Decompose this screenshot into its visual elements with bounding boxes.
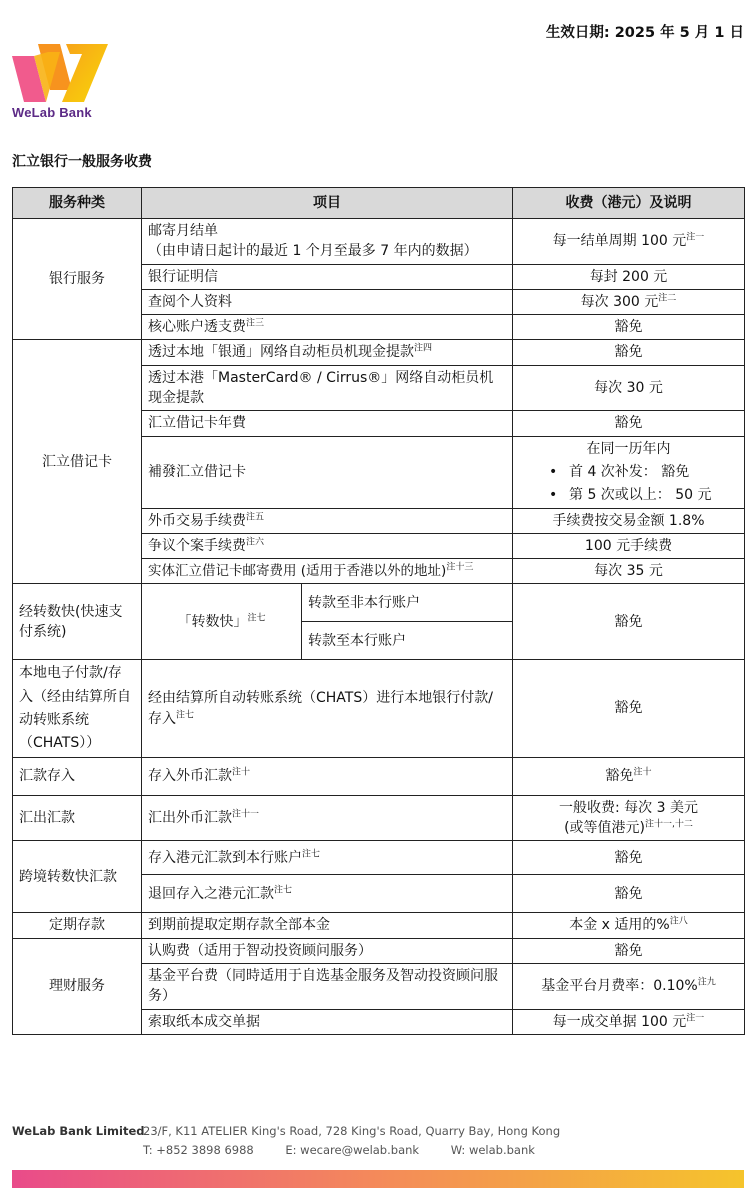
fee-cell: 豁免 (513, 660, 745, 757)
table-row (13, 795, 745, 841)
fee-cell: 本金 x 适用的%$^{注八}$ (513, 913, 745, 938)
subitem-cell: 转款至本行账户 (302, 622, 513, 660)
fee-cell: 手续费按交易金额 1.8% (513, 508, 745, 533)
table-row (13, 584, 745, 622)
fee-cell: 豁免 (513, 841, 745, 875)
item-cell: 认购费（适用于智动投资顾问服务） (142, 938, 513, 963)
item-subtext: （由申请日起计的最近 1 个月至最多 7 年内的数据） (148, 243, 478, 260)
fee-cell: 基金平台月费率：0.10%$^{注九}$ (513, 964, 745, 1010)
fee-cell: 每次 30 元 (513, 365, 745, 411)
footer-contact (143, 1143, 563, 1157)
item-text: 邮寄月结单 (148, 223, 218, 239)
item-cell: 透过本港「MasterCard® / Cirrus®」网络自动柜员机现金提款 (142, 365, 513, 411)
fee-cell (513, 795, 745, 841)
header-fee: 收费（港元）及说明 (513, 188, 745, 219)
category-cell: 理财服务 (13, 938, 142, 1034)
table-row (13, 757, 745, 795)
category-cell: 汇出汇款 (13, 795, 142, 841)
header-item: 项目 (142, 188, 513, 219)
fee-text: 一般收费: 每次 3 美元 (559, 799, 698, 816)
item-cell: 「转数快」$^{注七}$ (142, 584, 302, 660)
footer-email[interactable]: E: wecare@welab.bank (285, 1143, 420, 1157)
category-cell: 跨境转数快汇款 (13, 841, 142, 913)
fee-subtext: (或等值港元)$^{注十一,十二}$ (564, 819, 693, 837)
item-cell: 外币交易手续费$^{注五}$ (142, 508, 513, 533)
category-cell: 定期存款 (13, 913, 142, 938)
item-cell: 经由结算所自动转账系统（CHATS）进行本地银行付款/存入$^{注七}$ (142, 660, 513, 757)
table-row (13, 219, 745, 265)
item-cell: 核心账户透支费$^{注三}$ (142, 315, 513, 340)
item-cell: 汇立借记卡年費 (142, 411, 513, 436)
fee-cell: 每一结单周期 100 元$^{注一}$ (513, 219, 745, 265)
item-cell (142, 219, 513, 265)
category-cell: 本地电子付款/存入（经由结算所自动转账系统（CHATS）） (13, 660, 142, 757)
fee-cell: 100 元手续费 (513, 533, 745, 558)
bullet-item: • 首 4 次补发： 豁免 (549, 463, 690, 480)
table-row (13, 660, 745, 757)
fee-cell: 豁免 (513, 411, 745, 436)
item-cell: 实体汇立借记卡邮寄费用 (适用于香港以外的地址)$^{注十三}$ (142, 559, 513, 584)
table-row (13, 841, 745, 875)
footer-company: WeLab Bank Limited (12, 1124, 145, 1138)
item-cell: 争议个案手续费$^{注六}$ (142, 533, 513, 558)
table-row (13, 913, 745, 938)
table-row (13, 938, 745, 963)
fee-cell: 豁免 (513, 340, 745, 365)
fee-cell: 豁免 (513, 875, 745, 913)
item-cell: 基金平台费（同時适用于自选基金服务及智动投资顾问服务） (142, 964, 513, 1010)
fee-cell: 每次 35 元 (513, 559, 745, 584)
category-cell: 汇款存入 (13, 757, 142, 795)
fee-cell: 每一成交单据 100 元$^{注一}$ (513, 1009, 745, 1034)
subitem-cell: 转款至非本行账户 (302, 584, 513, 622)
item-cell: 補發汇立借记卡 (142, 436, 513, 508)
fee-cell: 豁免 (513, 315, 745, 340)
item-cell: 到期前提取定期存款全部本金 (142, 913, 513, 938)
item-cell: 存入港元汇款到本行账户$^{注七}$ (142, 841, 513, 875)
item-cell: 汇出外币汇款$^{注十一}$ (142, 795, 513, 841)
fee-cell (513, 436, 745, 508)
category-cell: 经转数快(快速支付系统) (13, 584, 142, 660)
footer-tel: T: +852 3898 6988 (143, 1143, 254, 1157)
footer-web[interactable]: W: welab.bank (450, 1143, 535, 1157)
item-cell: 银行证明信 (142, 264, 513, 289)
footer-address: 23/F, K11 ATELIER King's Road, 728 King's Road, Quarry Bay, Hong Kong (143, 1124, 561, 1138)
item-cell: 透过本地「银通」网络自动柜员机现金提款$^{注四}$ (142, 340, 513, 365)
header-category: 服务种类 (13, 188, 142, 219)
fee-cell: 每次 300 元$^{注二}$ (513, 289, 745, 314)
welab-logo (12, 44, 108, 120)
item-cell: 查阅个人资料 (142, 289, 513, 314)
category-cell: 银行服务 (13, 219, 142, 340)
category-cell: 汇立借记卡 (13, 340, 142, 584)
fee-cell: 豁免 (513, 584, 745, 660)
footer-gradient-bar (12, 1170, 744, 1188)
effective-date: 生效日期: 2025 年 5 月 1 日 (545, 25, 744, 41)
table-row (13, 340, 745, 365)
item-cell: 存入外币汇款$^{注十}$ (142, 757, 513, 795)
welab-logo-icon (12, 44, 108, 102)
item-cell: 索取纸本成交单据 (142, 1009, 513, 1034)
fee-cell: 每封 200 元 (513, 264, 745, 289)
item-cell: 退回存入之港元汇款$^{注七}$ (142, 875, 513, 913)
table-header-row (13, 188, 745, 219)
fee-cell: 豁免 (513, 938, 745, 963)
fee-table (12, 187, 745, 1035)
fee-text: 在同一历年内 (586, 440, 671, 457)
bullet-item: • 第 5 次或以上： 50 元 (549, 487, 712, 504)
page-title: 汇立银行一般服务收费 (12, 154, 152, 170)
logo-text: WeLab Bank (12, 105, 92, 120)
fee-cell: 豁免$^{注十}$ (513, 757, 745, 795)
